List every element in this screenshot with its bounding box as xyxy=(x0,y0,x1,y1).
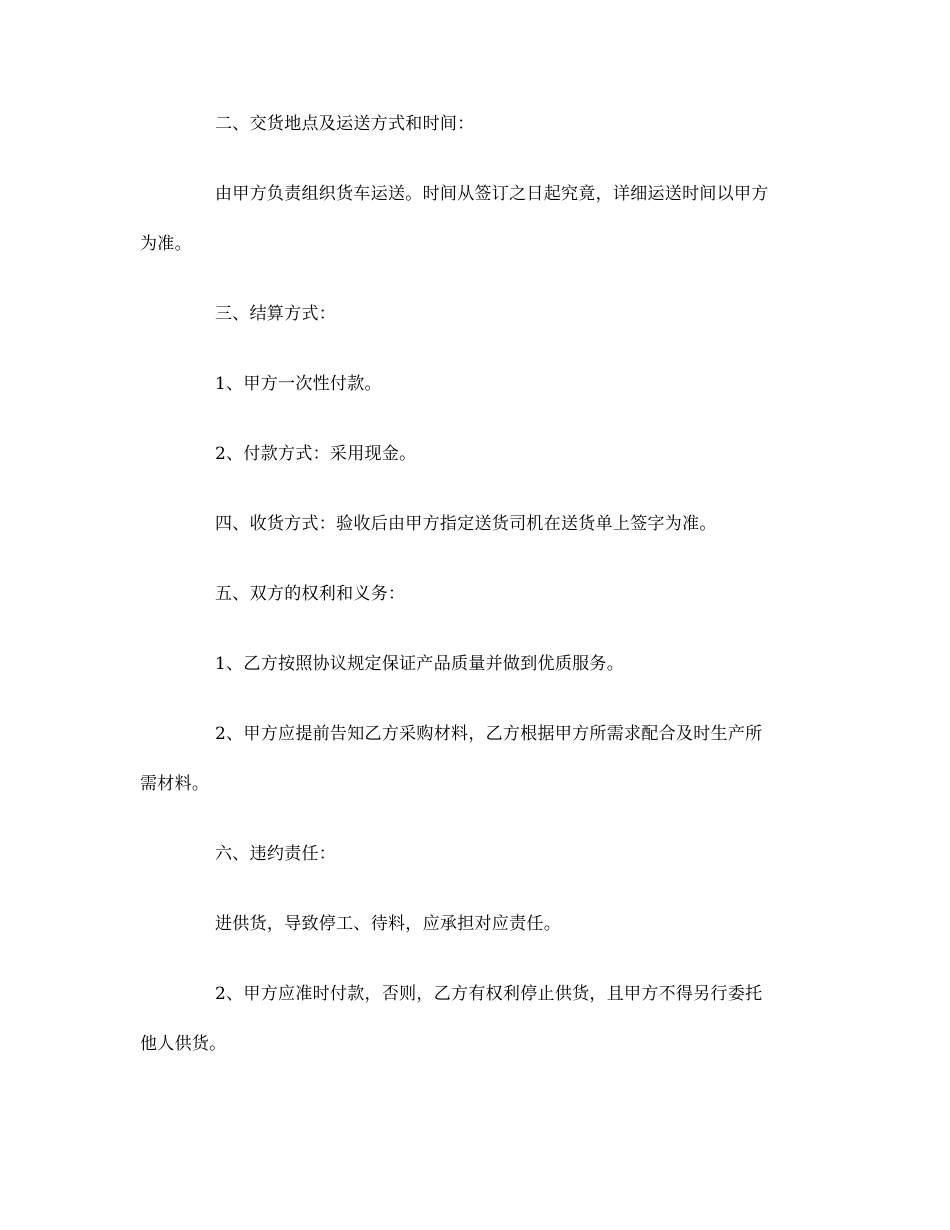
paragraph-quality: 1、乙方按照协议规定保证产品质量并做到优质服务。 xyxy=(215,654,625,674)
paragraph-receipt-method: 四、收货方式：验收后由甲方指定送货司机在送货单上签字为准。 xyxy=(215,514,717,534)
paragraph-supply-delay: 进供货，导致停工、待料，应承担对应责任。 xyxy=(215,914,561,934)
paragraph-payment-duty-line2: 他人供货。 xyxy=(140,1034,227,1054)
heading-liability: 六、违约责任： xyxy=(215,844,337,864)
paragraph-delivery-line2: 为准。 xyxy=(140,234,192,254)
paragraph-procurement-line1: 2、甲方应提前告知乙方采购材料，乙方根据甲方所需求配合及时生产所 xyxy=(215,724,763,744)
paragraph-procurement-line2: 需材料。 xyxy=(140,774,210,794)
paragraph-delivery-line1: 由甲方负责组织货车运送。时间从签订之日起究竟，详细运送时间以甲方 xyxy=(215,184,769,204)
paragraph-payment-duty-line1: 2、甲方应准时付款，否则，乙方有权利停止供货，且甲方不得另行委托 xyxy=(215,984,763,1004)
heading-rights-obligations: 五、双方的权利和义务： xyxy=(215,584,406,604)
paragraph-payment-method: 2、付款方式：采用现金。 xyxy=(215,444,417,464)
heading-settlement: 三、结算方式： xyxy=(215,304,337,324)
paragraph-payment-once: 1、甲方一次性付款。 xyxy=(215,374,382,394)
heading-delivery: 二、交货地点及运送方式和时间： xyxy=(215,114,475,134)
